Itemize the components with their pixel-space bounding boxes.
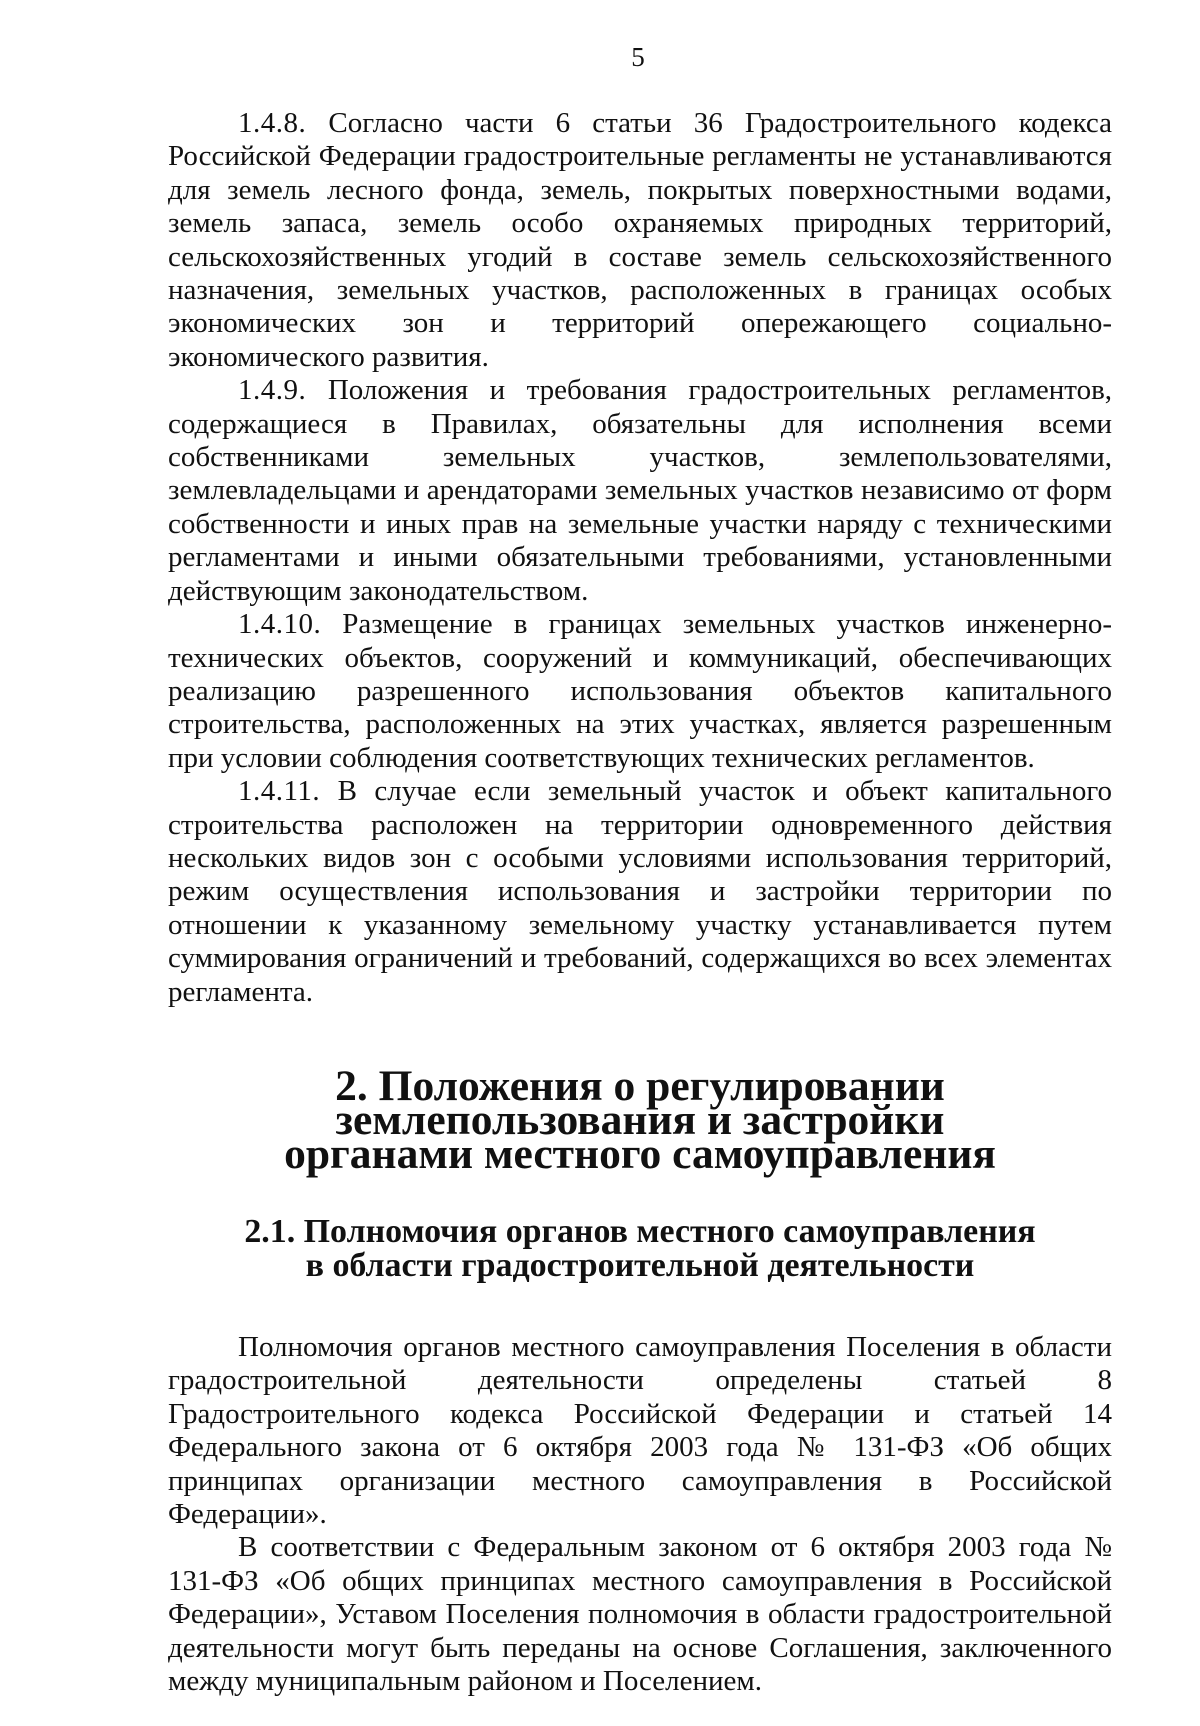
clause-text: Размещение в границах земельных участков инженерно-технических объектов, сооружений и коммуникаций, обеспечивающих реализацию разрешенного использования объектов капитального строительства, расположенных на этих участках, является разрешенным при условии соблюдения соответствующих технических регламентов. xyxy=(168,608,1112,774)
clause-number: 1.4.8. xyxy=(238,107,307,139)
section-heading xyxy=(168,1061,1112,1178)
clause-1-4-8 xyxy=(168,107,1112,374)
body-paragraph-2: В соответствии с Федеральным законом от 6 октября 2003 года № 131-ФЗ «Об общих принципах местного самоуправления в Российской Федерации», Уставом Поселения полномочия в области градостроительной деятельности могут быть переданы на основе Соглашения, заключенного между муниципальным районом и Поселением. xyxy=(168,1531,1112,1698)
clause-number: 1.4.11. xyxy=(238,775,321,808)
section-heading-line-2: органами местного самоуправления xyxy=(284,1129,996,1178)
clause-text: В случае если земельный участок и объект капитального строительства расположен на территории одновременного действия нескольких видов зон с особыми условиями использования территорий, режим осуществления использования и застройки территории по отношении к указанному земельному участку устанавливается путем суммирования ограничений и требований, содержащихся во всех элементах регламента. xyxy=(168,775,1112,1008)
clause-text: Согласно части 6 статьи 36 Градостроительного кодекса Российской Федерации градостроительные регламенты не устанавливаются для земель лесного фонда, земель, покрытых поверхностными водами, земель запаса, земель особо охраняемых природных территорий, сельскохозяйственных угодий в составе земель сельскохозяйственного назначения, земельных участков, расположенных в границах особых экономических зон и территорий опережающего социально-экономического развития. xyxy=(168,107,1112,373)
section-heading-line-1: 2. Положения о регулировании землепользования и застройки xyxy=(335,1061,945,1144)
subsection-heading-line-1: 2.1. Полномочия органов местного самоуправления xyxy=(244,1212,1036,1250)
clause-1-4-11 xyxy=(168,775,1112,1009)
body-paragraph-1: Полномочия органов местного самоуправления Поселения в области градостроительной деятельности определены статьей 8 Градостроительного кодекса Российской Федерации и статьей 14 Федерального закона от 6 октября 2003 года № 131-ФЗ «Об общих принципах организации местного самоуправления в Российской Федерации». xyxy=(168,1330,1112,1530)
clause-1-4-9 xyxy=(168,374,1112,608)
subsection-heading-line-2: в области градостроительной деятельности xyxy=(305,1246,975,1284)
clause-number: 1.4.9. xyxy=(238,374,307,407)
clause-text: Положения и требования градостроительных регламентов, содержащиеся в Правилах, обязательны для исполнения всеми собственниками земельных участков, землепользователями, землевладельцами и арендаторами земельных участков независимо от форм собственности и иных прав на земельные участки наряду с техническими регламентами и иными обязательными требованиями, установленными действующим законодательством. xyxy=(168,374,1113,607)
subsection-heading xyxy=(168,1212,1112,1284)
clause-number: 1.4.10. xyxy=(238,608,322,641)
clause-1-4-10 xyxy=(168,608,1112,775)
page-number: 5 xyxy=(631,42,645,72)
page-content xyxy=(168,107,1112,1698)
